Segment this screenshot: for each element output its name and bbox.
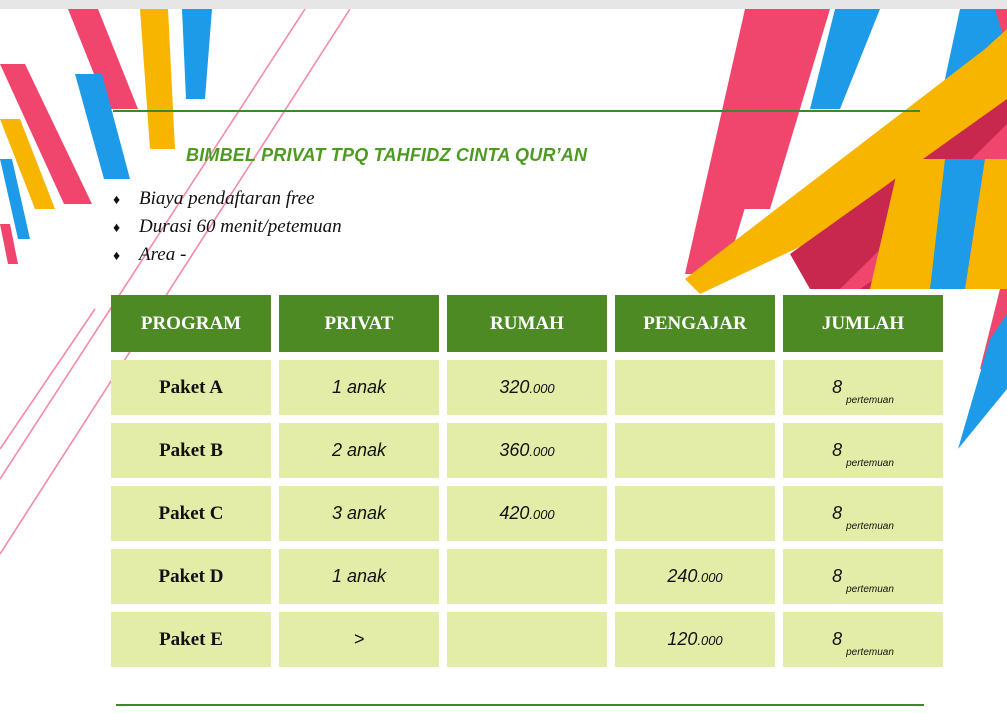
diamond-bullet-icon: ♦ <box>113 221 121 236</box>
viewer-top-bar <box>0 0 1007 9</box>
bullet-item-registration: ♦ Biaya pendaftaran free <box>113 186 342 214</box>
jumlah-cell: $8_{pertemuan}$ <box>783 486 943 541</box>
pengajar-cell <box>615 423 775 478</box>
rumah-cell: 320.000 <box>447 360 607 415</box>
jumlah-cell: $8_{pertemuan}$ <box>783 549 943 604</box>
rumah-cell <box>447 549 607 604</box>
table-header-row <box>111 295 943 352</box>
pengajar-cell: 240.000 <box>615 549 775 604</box>
program-cell: Paket A <box>111 360 271 415</box>
rumah-cell <box>447 612 607 667</box>
jumlah-cell: $8_{pertemuan}$ <box>783 360 943 415</box>
table-row <box>111 360 943 415</box>
jumlah-cell: $8_{pertemuan}$ <box>783 612 943 667</box>
bullet-item-duration: ♦ Durasi 60 menit/petemuan <box>113 214 342 242</box>
rumah-cell: 420.000 <box>447 486 607 541</box>
top-divider <box>113 110 920 112</box>
header-jumlah: JUMLAH <box>783 295 943 352</box>
program-cell: Paket C <box>111 486 271 541</box>
rumah-cell: 360.000 <box>447 423 607 478</box>
privat-cell: 1 anak <box>279 549 439 604</box>
header-rumah: RUMAH <box>447 295 607 352</box>
header-pengajar: PENGAJAR <box>615 295 775 352</box>
table-row <box>111 486 943 541</box>
diamond-bullet-icon: ♦ <box>113 249 121 264</box>
price-table <box>103 287 951 675</box>
privat-cell: 3 anak <box>279 486 439 541</box>
document-title: BIMBEL PRIVAT TPQ TAHFIDZ CINTA QUR’AN <box>186 145 588 165</box>
program-cell: Paket D <box>111 549 271 604</box>
privat-cell: > <box>279 612 439 667</box>
jumlah-cell: $8_{pertemuan}$ <box>783 423 943 478</box>
pengajar-cell <box>615 486 775 541</box>
pengajar-cell: 120.000 <box>615 612 775 667</box>
info-bullet-list <box>113 186 342 270</box>
program-cell: Paket B <box>111 423 271 478</box>
privat-cell: 2 anak <box>279 423 439 478</box>
bottom-divider <box>116 704 924 706</box>
table-row <box>111 549 943 604</box>
program-cell: Paket E <box>111 612 271 667</box>
table-row <box>111 612 943 667</box>
bullet-item-area: ♦ Area - <box>113 242 342 270</box>
header-privat: PRIVAT <box>279 295 439 352</box>
header-program: PROGRAM <box>111 295 271 352</box>
privat-cell: 1 anak <box>279 360 439 415</box>
table-row <box>111 423 943 478</box>
diamond-bullet-icon: ♦ <box>113 193 121 208</box>
pengajar-cell <box>615 360 775 415</box>
